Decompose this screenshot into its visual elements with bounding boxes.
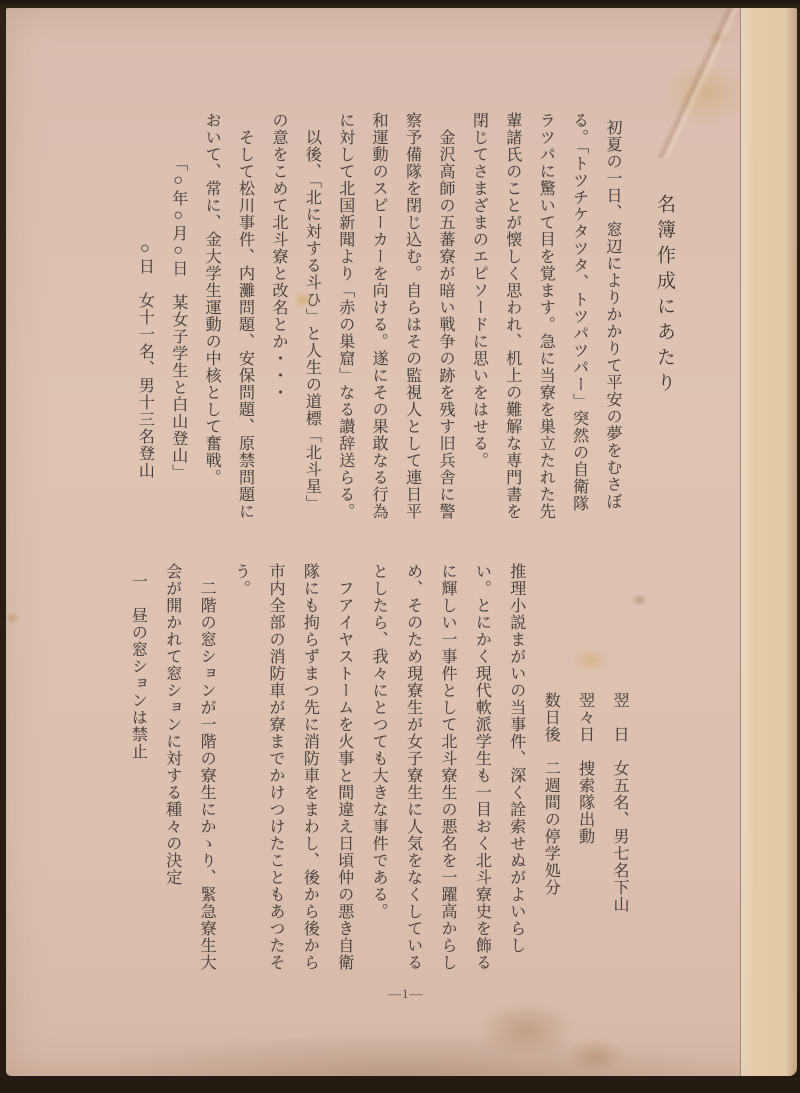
text-column: 一 昼の窓ションは禁止 [129,573,147,761]
text-column: 察予備隊を閉じ込む。自らはその監視人として連日平 [403,112,421,520]
text-column: そして松川事件、内灘問題、安保問題、原禁問題に [236,129,254,520]
page-fold-edge [740,8,797,1076]
text-column: としたら、我々にとつても大きな事件である。 [370,563,388,920]
text-column: 会が開かれて窓ションに対する種々の決定 [163,563,181,886]
text-column: 金沢高師の五蕃寮が暗い戦争の跡を残す旧兵舎に警 [436,129,454,520]
text-column: 和運動のスピーカーを向ける。遂にその果敢なる行為 [370,112,388,520]
page-number: ―1― [388,986,424,1001]
text-column: 以後、「北に対する斗ひ」と人生の道標「北斗星」 [303,129,321,512]
text-column: め、そのため現寮生が女子寮生に人気をなくしている [404,563,422,971]
text-column: 隊にも拘らずまつ先に消防車をまわし、後から後から [301,563,319,971]
text-column: に輝しい一事件として北斗寮生の悪名を一躍高からし [438,563,456,971]
text-column: る。「トツチケタツタ、トツパツパー」突然の自衛隊 [570,112,588,512]
page-title: 名簿作成にあたり [654,194,675,398]
text-column: フアイヤストームを火事と間違え日頃仲の悪き自衛 [335,580,353,971]
text-column: 「○年○月○日 某女子学生と白山登山」 [169,154,187,481]
intro-text-block [128,112,629,552]
text-column: 翌々日 捜索隊出動 [576,692,594,846]
text-column: の意をこめて北斗寮と改名とか・・・ [269,112,287,401]
text-column: に対して北国新聞より「赤の巣窟」なる讃辞送らる。 [336,112,354,520]
text-column: 翌 日 女五名、男七名下山 [611,692,628,914]
document-page [6,8,796,1076]
text-column: 数日後 二週間の停学処分 [542,692,560,897]
incident-text-block [120,563,636,1003]
text-column: 二階の窓ションが一階の寮生にかゝり、緊急寮生大 [198,580,216,971]
text-column: おいて、常に、金大学生運動の中核として奮戦。 [203,112,221,486]
text-column: 閉じてさまざまのエピソードに思いをはせる。 [470,112,488,469]
text-column: 市内全部の消防車が寮までかけつけたこともあつたそ [266,563,284,971]
text-column: 初夏の一日、窓辺によりかかりて平安の夢をむさぼ [604,118,621,510]
text-column: 輩諸氏のことが懐しく思われ、机上の難解な専門書を [503,112,521,520]
text-column: う。 [232,563,250,597]
text-column: い。とにかく現代軟派学生も一目おく北斗寮史を飾る [473,563,491,971]
text-column: 推理小説まがいの当事件、深く詮索せぬがよいらし [507,563,525,954]
text-column: ○日 女十一名、男十三名登山 [136,239,154,479]
text-column: ラツパに驚いて目を覚ます。急に当寮を巣立たれた先 [537,112,555,520]
